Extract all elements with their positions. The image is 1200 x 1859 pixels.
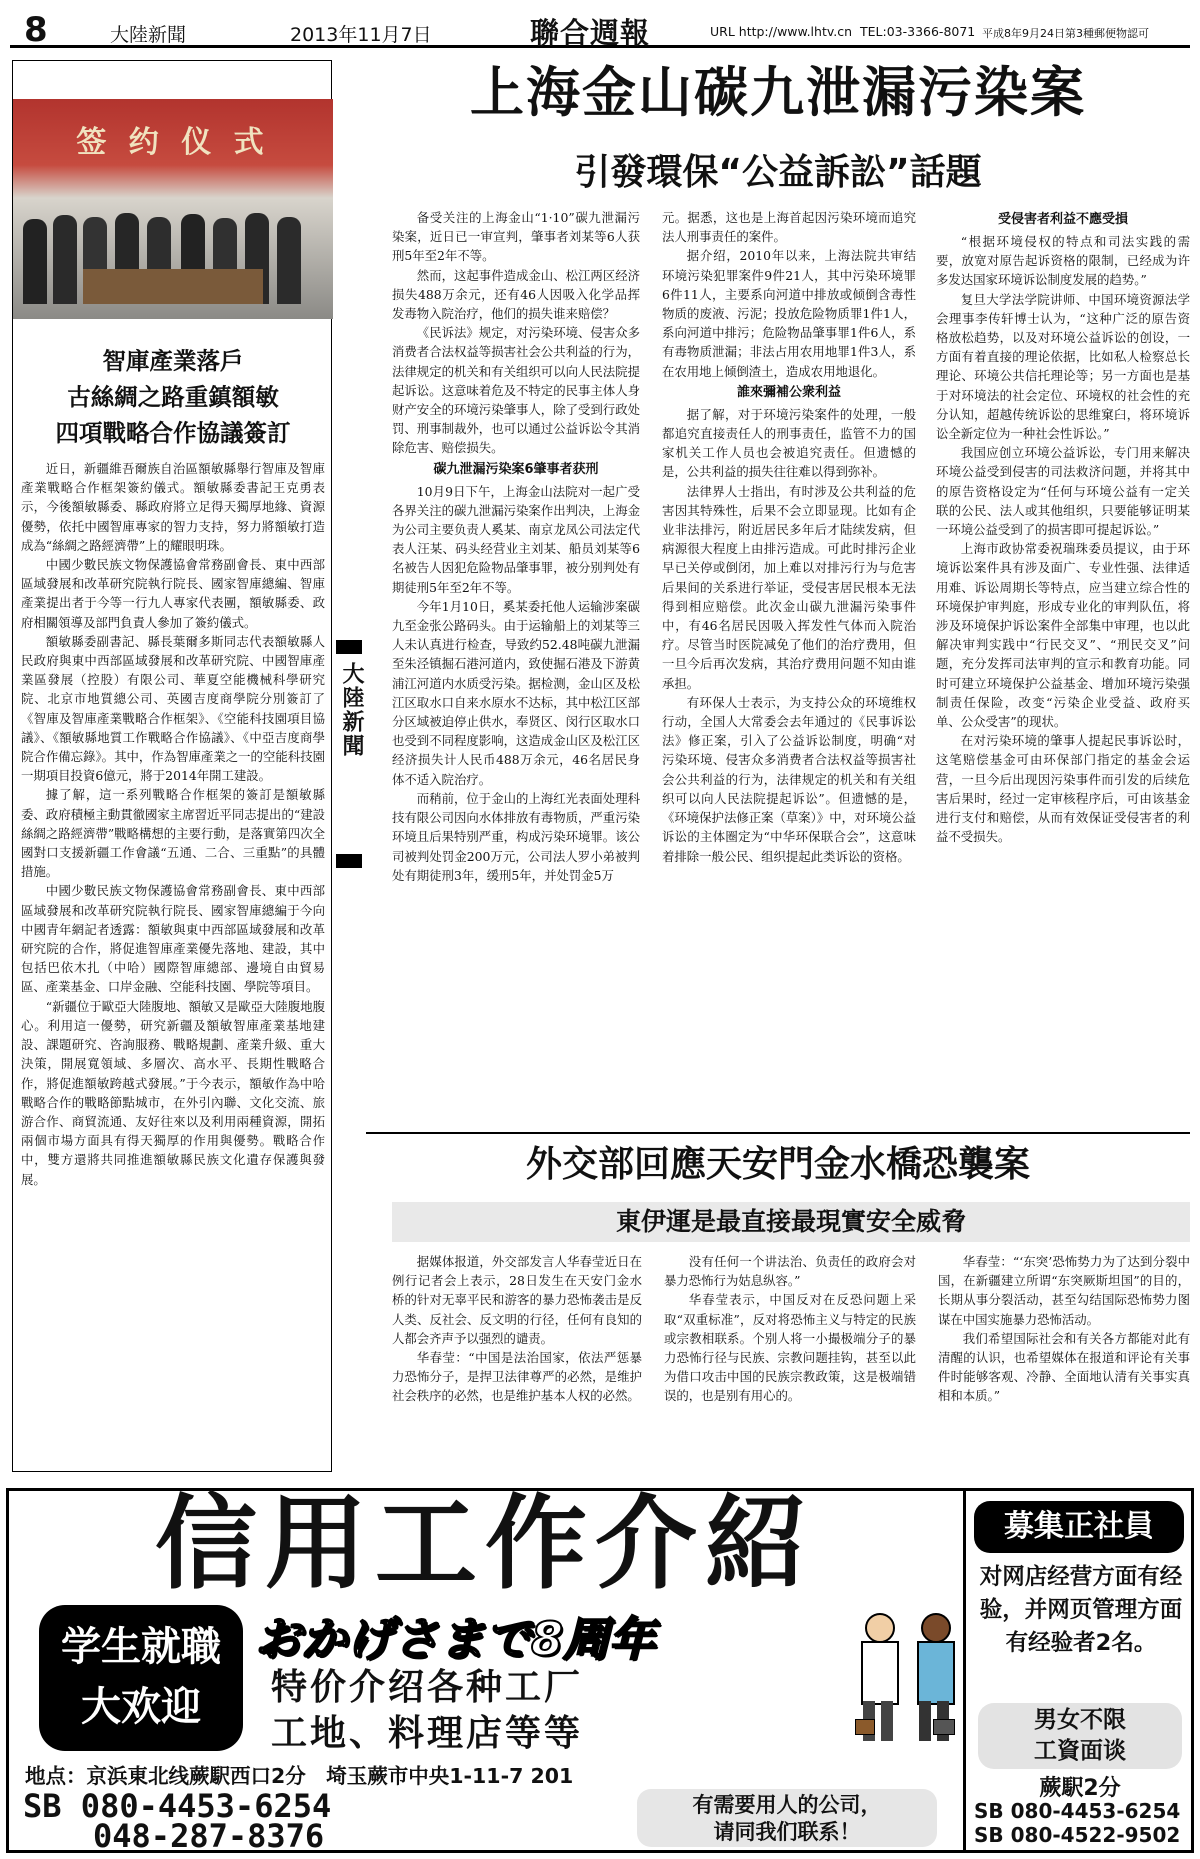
main-article-subtitle: 引發環保“公益訴訟”話題 [574,152,982,193]
student-line-2: 大欢迎 [81,1684,201,1730]
article-paragraph: 法律界人士指出，有时涉及公共利益的危害因其特殊性，后果不会立即显现。比如有企业非法排污，附近居民多年后才陆续发病，但病源很大程度上由排污造成。可此时排污企业早已关停或倒闭，加上难以对排污行为与危害后果间的关系进行举证，受侵害居民根本无法得到相应赔偿。此次金山碳九泄漏污染事件中，有46名居民因吸入挥发性气体而入院治疗。尽管当时医院减免了他们的治疗费用，但一旦今后再次发病，其治疗费用问题不知由谁承担。 [662,483,916,691]
main-article-col-3 [936,208,1190,1128]
left-article-body [21,459,325,1471]
ad-illustration [855,1609,965,1759]
recruit-panel [963,1491,1191,1850]
ad-phone-1: SB 080-4453-6254 [23,1787,332,1825]
page-number: 8 [24,10,48,50]
title-line-3: 四項戰略合作協議簽訂 [55,419,291,447]
article-paragraph: 而稍前，位于金山的上海红光表面处理科技有限公司因向水体排放有毒物质，严重污染环境且后果特别严重，构成污染环境罪。该公司被判处罚金200万元，公司法人罗小弟被判处有期徒刑3年，缓刑5年，并处罚金5万 [392,790,640,883]
main-article-col-2 [662,208,916,1128]
second-article-subtitle: 東伊運是最直接最現實安全威脅 [615,1207,966,1236]
side-section-label [336,640,362,868]
paper-url: URL http://www.lhtv.cn [710,24,853,39]
left-paragraph-1: 近日，新疆維吾爾族自治區額敏縣舉行智庫及智庫產業戰略合作框架簽約儀式。額敏縣委書記王克勇表示，今後額敏縣委、縣政府將立足得天獨厚地緣、資源優勢，依托中國智庫專家的智力支持，努力將額敏打造成為“絲綢之路經濟帶”上的耀眼明珠。 [21,461,325,553]
issue-date: 2013年11月7日 [290,24,432,46]
article-paragraph: 备受关注的上海金山“1·10”碳九泄漏污染案，近日已一审宣判，肇事者刘某等6人获刑5年至2年不等。 [392,210,640,264]
recruit-text: 对网店经营方面有经验，并网页管理方面有经验者2名。 [979,1564,1183,1656]
gender-line-2: 工資面谈 [1034,1738,1126,1764]
article-paragraph: 今年1月10日，奚某委托他人运输涉案碳九至金张公路码头。由于运输船上的刘某等三人未认真进行检查，导致约52.48吨碳九泄漏至朱泾镇掘石港河道内，致使掘石港及下游黄浦江河道内水质受污染。据检测，金山区及松江区取水口自来水原水不达标，其中松江区部分区域被迫停止供水，奉贤区、闵行区取水口也受到不同程度影响，这造成金山区及松江区经济损失计人民币488万余元，46名居民身体不适入院治疗。 [392,598,640,787]
article-paragraph: 《民诉法》规定，对污染环境、侵害众多消费者合法权益等损害社会公共利益的行为，法律规定的机关和有关组织可以向人民法院提起诉讼。这意味着危及不特定的民事主体人身财产安全的环境污染肇事人，除了受到行政处罚、刑事制裁外，也可以通过公益诉讼令其消除危害、赔偿损失。 [392,325,640,456]
recruit-title: 募集正社員 [974,1501,1184,1553]
left-paragraph-4: 據了解，這一系列戰略合作框架的簽訂是額敏縣委、政府積極主動貫徹國家主席習近平同志提出的“建設絲綢之路經濟帶”戰略構想的主要行動，是落實第四次全國對口支援新疆工作會議“五通、二合、三重點”的具體措施。 [21,787,325,880]
paper-name: 聯合週報 [530,16,651,50]
section-name: 大陸新聞 [110,24,187,46]
recruit-station: 蕨駅2分 [1039,1776,1121,1801]
second-article-title: 外交部回應天安門金水橋恐襲案 [525,1144,1030,1185]
student-line-1: 学生就職 [61,1624,221,1670]
article-paragraph: 元。据悉，这也是上海首起因污染环境而追究法人刑事责任的案件。 [662,210,916,245]
left-article-title [13,343,333,451]
contact-line-2: 请同我们联系！ [713,1820,861,1844]
signing-photo [13,99,333,319]
second-article-col-1 [392,1252,642,1476]
article-paragraph: 华春莹表示，中国反对在反恐问题上采取“双重标准”，反对将恐怖主义与特定的民族或宗教相联系。个别人将一小撮极端分子的暴力恐怖行径与民族、宗教问题挂钩，甚至以此为借口攻击中国的民族宗教政策，这是极端错误的，也是别有用心的。 [664,1292,916,1404]
gender-line-1: 男女不限 [1034,1707,1126,1733]
second-article-col-2 [664,1252,916,1476]
article-paragraph: 据介绍，2010年以来，上海法院共审结环境污染犯罪案件9件21人，其中污染环境罪6件11人，主要系向河道中排放或倾倒含毒性物质的废液、污泥；投放危险物质罪1件1人，系向河道中排污；危险物品肇事罪1件6人，系有毒物质泄漏；非法占用农用地罪1件3人，系在农用地上倾倒渣土，造成农用地退化。 [662,248,916,379]
left-paragraph-6: “新疆位于歐亞大陸腹地、額敏又是歐亞大陸腹地腹心。利用這一優勢，研究新疆及額敏智庫產業基地建設、課題研究、咨詢服務、戰略規劃、產業升級、重大決策，開展寬領域、多層次、高水平、長期性戰略合作，將促進額敏跨越式發展。”于今表示，額敏作為中哈戰略合作的戰略節點城市，在外引內聯、文化交流、旅游合作、商貿流通、友好往來以及利用兩種資源，開拓兩個市場方面具有得天獨厚的作用與優勢。戰略合作中，雙方還將共同推進額敏縣民族文化遺存保護與發展。 [21,998,325,1187]
article-paragraph: 上海市政协常委祝瑞珠委员提议，由于环境诉讼案件具有涉及面广、专业性强、法律适用难、诉讼周期长等特点，应当建立综合性的环境保护审判庭，形成专业化的审判队伍，将涉及环境保护诉讼案件全部集中审理，也以此解决审判实践中“行民交叉”、“刑民交叉”问题，充分发挥司法审判的宣示和教育功能。同时可建立环境保护公益基金、增加环境污染强制责任保险，改变“污染企业受益、政府买单、公众受害”的现状。 [936,541,1190,730]
left-paragraph-2: 中國少數民族文物保護協會常務副會長、東中西部區域發展和改革研究院執行院長、國家智庫總編、智庫產業提出者于今等一行九人專家代表團，額敏縣委、政府相關領導及部門負責人參加了簽約儀式。 [21,557,325,630]
article-paragraph: 我国应创立环境公益诉讼，专门用来解决环境公益受到侵害的司法救济问题，并将其中的原告资格设定为“任何与环境公益有一定关联的公民、法人或其他组织，只要能够证明某一环境公益受到了的损害即可提起诉讼。” [936,445,1190,538]
article-paragraph: 据媒体报道，外交部发言人华春莹近日在例行记者会上表示，28日发生在天安门金水桥的针对无辜平民和游客的暴力恐怖袭击是反人类、反社会、反文明的行径，任何有良知的人都会齐声予以强烈的谴责。 [392,1254,642,1346]
article-paragraph: 10月9日下午，上海金山法院对一起广受各界关注的碳九泄漏污染案作出判决，上海金为公司主要负责人奚某、南京龙凤公司法定代表人汪某、码头经营业主刘某、船员刘某等6名被告人因犯危险物品肇事罪，被分别判处有期徒刑5年至2年不等。 [392,483,640,595]
recruit-phone-1: SB 080-4453-6254 [974,1799,1181,1823]
postal-permit: 平成8年9月24日第3種郵便物認可 [982,27,1149,40]
article-paragraph: 华春莹：“‘东突’恐怖势力为了达到分裂中国，在新疆建立所谓“东突厥斯坦国”的目的，长期从事分裂活动，甚至勾结国际恐怖势力图谋在中国实施暴力恐怖活动。 [938,1254,1190,1327]
ad-phone-2: 048-287-8376 [93,1817,325,1855]
ad-line-1: 特价介绍各种工厂 [271,1667,584,1708]
section-heading: 碳九泄漏污染案6肇事者获刑 [433,461,599,477]
article-paragraph: 没有任何一个讲法治、负责任的政府会对暴力恐怖行为姑息纵容。” [664,1254,916,1289]
student-welcome-box [39,1605,243,1751]
article-paragraph: 华春莹：“中国是法治国家，依法严惩暴力恐怖分子，是捍卫法律尊严的必然，是维护社会秩序的必然，也是维护基本人权的必然。 [392,1350,642,1404]
gender-box [978,1703,1182,1769]
second-article-col-3 [938,1252,1190,1476]
title-line-2: 古絲綢之路重鎮額敏 [67,383,279,411]
contact-line-1: 有需要用人的公司， [692,1793,882,1817]
article-paragraph: 复旦大学法学院讲师、中国环境资源法学会理事李传轩博士认为，“这种广泛的原告资格放松趋势，以及对环境公益诉讼的创设，一方面有着直接的理论依据，比如私人检察总长理论、环境公共信托理论等；另一方面也是基于对环境法的社会定位、环境权的社会性的充分认知，超越传统诉讼的思维窠臼，将环境诉讼全新定位为一种社会性诉讼。” [936,291,1190,442]
article-paragraph: 我们希望国际社会和有关各方都能对此有清醒的认识，也希望媒体在报道和评论有关事件时能够客观、冷静、全面地认清有关事实真相和本质。” [938,1330,1190,1404]
side-label-text: 大陸新聞 [339,662,364,758]
main-article-col-1 [392,208,640,1128]
left-article [12,60,332,1472]
ad-line-2: 工地、料理店等等 [271,1713,584,1754]
photo-banner: 签 约 仪 式 [76,125,270,160]
section-heading: 誰來彌補公衆利益 [736,384,841,400]
photo-people [23,209,323,304]
article-paragraph: “根据环境侵权的特点和司法实践的需要，放宽对原告起诉资格的限制，已经成为许多发达国家环境诉讼制度发展的趋势。” [936,234,1190,288]
anniversary-text: おかげさまで8周年 [255,1612,656,1666]
ad-address: 地点：京浜東北线蕨駅西口2分 埼玉蕨市中央1-11-7 201 [25,1764,574,1788]
recruit-phone-2: SB 080-4522-9502 [974,1823,1181,1847]
paper-tel: TEL:03-3366-8071 [860,24,976,39]
left-paragraph-3: 額敏縣委副書記、縣長葉爾多斯同志代表額敏縣人民政府與東中西部區域發展和改革研究院、中國智庫產業區發展（控股）有限公司、華夏空能機械科學研究院、北京市地質總公司、英國吉度商學院分別簽訂了《智庫及智庫產業戰略合作框架》、《空能科技園項目協議》、《額敏縣地質工作戰略合作協議》、《中亞吉度商學院合作備忘錄》。其中，作為智庫產業之一的空能科技園一期項目投資6億元，將于2014年開工建設。 [21,633,325,784]
title-line-1: 智庫產業落戶 [102,347,244,375]
contact-box [637,1789,937,1847]
page-header [10,10,1190,50]
article-paragraph: 据了解，对于环境污染案件的处理，一般都追究直接责任人的刑事责任，监管不力的国家机关工作人员也会被追究责任。但遗憾的是，公共利益的损失往往难以得到弥补。 [662,406,916,480]
article-paragraph: 然而，这起事件造成金山、松江两区经济损失488万余元，还有46人因吸入化学品挥发毒物入院治疗，他们的损失谁来赔偿？ [392,267,640,322]
article-paragraph: 在对污染环境的肇事人提起民事诉讼时，这笔赔偿基金可由环保部门指定的基金会运营，一旦今后出现因污染事件而引发的后续危害后果时，经过一定审核程序后，可由该基金进行支付和赔偿，从而有效保证受侵害者的利益不受损失。 [936,733,1190,845]
section-heading: 受侵害者利益不應受損 [997,212,1128,227]
main-article-title: 上海金山碳九泄漏污染案 [470,61,1086,124]
job-agency-ad [6,1485,1194,1855]
ad-title: 信用工作介紹 [155,1485,815,1604]
second-article-divider [366,1132,1190,1134]
article-paragraph: 有环保人士表示，为支持公众的环境维权行动，全国人大常委会去年通过的《民事诉讼法》修正案，引入了公益诉讼制度，明确“对污染环境、侵害众多消费者合法权益等损害社会公共利益的行为，法律规定的机关和有关组织可以向人民法院提起诉讼”。但遗憾的是，《环境保护法修正案（草案）》中，对环境公益诉讼的主体圈定为“中华环保联合会”，这意味着排除一般公民、组织提起此类诉讼的资格。 [662,694,916,864]
left-paragraph-5: 中國少數民族文物保護協會常務副會長、東中西部區域發展和改革研究院執行院長、國家智庫總編于今向中國青年網記者透露：額敏與東中西部區域發展和改革研究院的合作，將促進智庫產業優先落地、建設，其中包括巴依木扎（中哈）國際智庫總部、邊境自由貿易區、產業基金、口岸金融、空能科技園、學院等項目。 [21,883,325,995]
